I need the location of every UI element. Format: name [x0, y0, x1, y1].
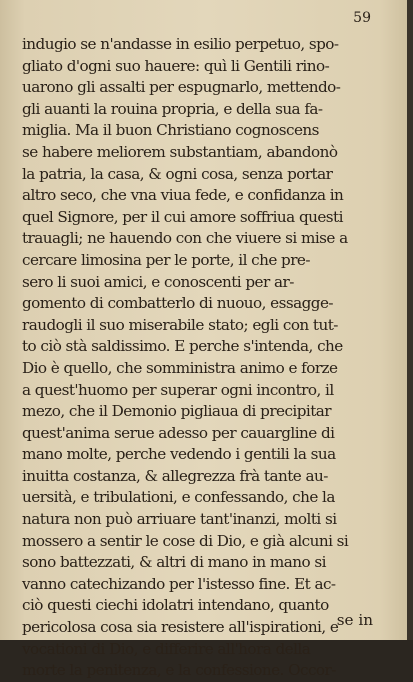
catchword: se in — [336, 611, 373, 629]
text-line: natura non può arriuare tant'inanzi, molti si — [22, 510, 337, 529]
text-line: gomento di combatterlo di nuouo, essagge- — [22, 294, 333, 313]
text-line: indugio se n'andasse in esilio perpetuo, spo- — [22, 35, 339, 53]
text-line: altro seco, che vna viua fede, e confidanza in — [22, 186, 344, 205]
text-line: sero li suoi amici, e conoscenti per ar- — [22, 272, 294, 291]
text-line: cercare limosina per le porte, il che pre- — [22, 250, 310, 269]
text-line: la patria, la casa, & ogni cosa, senza portar — [22, 164, 333, 183]
text-line: a quest'huomo per superar ogni incontro, il — [22, 380, 334, 399]
page-number: 59 — [353, 10, 371, 26]
text-line: se habere meliorem substantiam, abandonò — [22, 142, 338, 161]
text-line: inuitta costanza, & allegrezza frà tante au- — [22, 466, 328, 485]
text-line: uersità, e tribulationi, e confessando, che la — [22, 488, 335, 507]
text-line: miglia. Ma il buon Christiano cognoscens — [22, 121, 319, 140]
text-line: morte la penitenza, e la confessione. Occor- — [22, 661, 336, 680]
text-line: ciò questi ciechi idolatri intendano, quanto — [22, 596, 329, 615]
text-line: gliato d'ogni suo hauere: quì li Gentili rino- — [22, 56, 330, 75]
text-line: uarono gli assalti per espugnarlo, mettendo- — [22, 78, 341, 97]
text-line: to ciò stà saldissimo. E perche s'intenda, che — [22, 337, 343, 356]
text-line: gli auanti la rouina propria, e della sua fa- — [22, 99, 323, 118]
text-line: vanno catechizando per l'istesso fine. Et ac- — [22, 574, 336, 593]
text-line: Dio è quello, che somministra animo e forze — [22, 358, 338, 377]
text-line: mossero a sentir le cose di Dio, e già alcuni si — [22, 531, 349, 550]
text-line: pericolosa cosa sia resistere all'ispirationi, e — [22, 618, 339, 637]
text-line: sono battezzati, & altri di mano in mano si — [22, 553, 326, 572]
text-line: vocationi di Dio, e differire all'hora della — [22, 639, 311, 658]
text-line: mano molte, perche vedendo i gentili la sua — [22, 445, 336, 464]
page-edge-shadow — [407, 0, 413, 640]
body-text — [22, 34, 394, 682]
text-line: raudogli il suo miserabile stato; egli con tut- — [22, 315, 338, 334]
text-line: quest'anima serue adesso per cauargline di — [22, 423, 335, 442]
text-line: quel Signore, per il cui amore soffriua questi — [22, 207, 343, 226]
text-line: mezo, che il Demonio pigliaua di precipitar — [22, 402, 331, 421]
text-line: trauagli; ne hauendo con che viuere si mise a — [22, 229, 348, 248]
